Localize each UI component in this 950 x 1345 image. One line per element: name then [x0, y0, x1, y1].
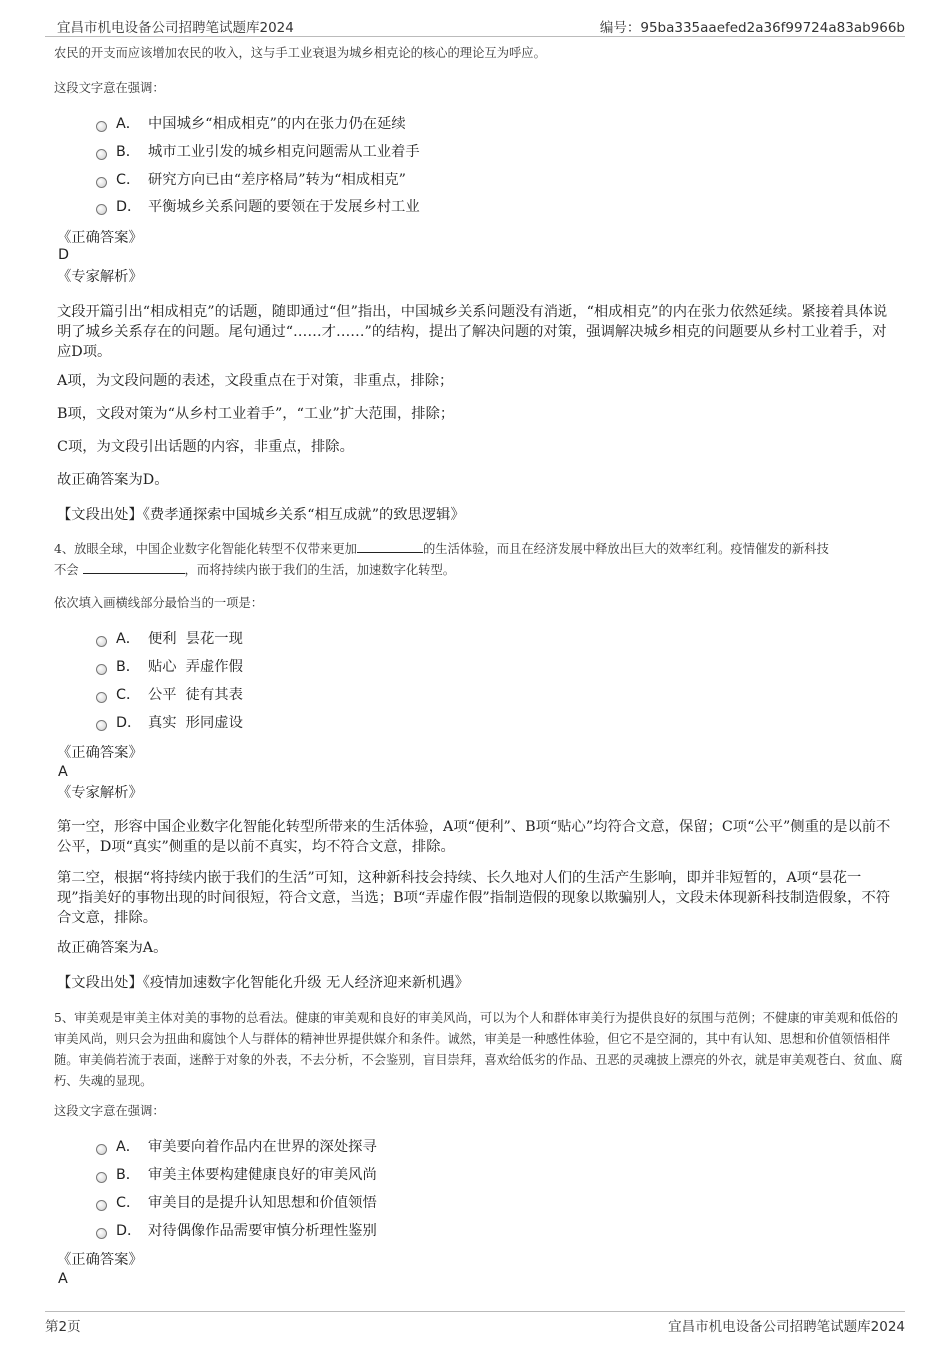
q4-option-a[interactable]: A． 便利 昙花一现 [96, 628, 243, 650]
radio-icon[interactable] [96, 149, 107, 160]
q4-option-c[interactable]: C． 公平 徒有其表 [96, 684, 243, 706]
q4-prompt: 依次填入画横线部分最恰当的一项是： [54, 596, 264, 610]
q5-answer-label: 《正确答案》 [57, 1252, 143, 1268]
q4-conclusion: 故正确答案为A。 [57, 940, 168, 956]
q3-prompt: 这段文字意在强调： [54, 81, 165, 95]
q4-analysis-label: 《专家解析》 [57, 785, 143, 801]
page-footer [45, 1311, 905, 1336]
q4-stem: 4、放眼全球，中国企业数字化智能化转型不仅带来更加 的生活体验，而且在经济发展中释放出巨大的效率红利。疫情催发的新科技 不会 ，而将持续内嵌于我们的生活，加速数字化转型。 [54, 542, 829, 577]
q5-option-d[interactable]: D． 对待偶像作品需要审慎分析理性鉴别 [96, 1220, 377, 1242]
q3-analysis-c: C项，为文段引出话题的内容，非重点，排除。 [57, 439, 354, 455]
q3-stem-tail: 农民的开支而应该增加农民的收入，这与手工业衰退为城乡相克论的核心的理论互为呼应。 [54, 46, 546, 60]
header-title: 宜昌市机电设备公司招聘笔试题库2024 [57, 20, 294, 36]
q3-conclusion: 故正确答案为D。 [57, 472, 169, 488]
fill-blank [357, 540, 423, 553]
q3-answer: D [58, 247, 70, 263]
radio-icon[interactable] [96, 1172, 107, 1183]
q3-analysis-main: 文段开篇引出“相成相克”的话题，随即通过“但”指出，中国城乡关系问题没有消逝，“相成相克”的内在张力依然延续。紧接着具体说明了城乡关系存在的问题。尾句通过“……才……”的结构，提出了解决问题的对策，强调解决城乡相克的问题要从乡村工业着手，对应D项。 [57, 304, 888, 360]
header-doc-id: 编号：95ba335aaefed2a36f99724a83ab966b [599, 20, 905, 36]
q4-source: 【文段出处】《疫情加速数字化智能化升级 无人经济迎来新机遇》 [57, 975, 470, 991]
radio-icon[interactable] [96, 1200, 107, 1211]
radio-icon[interactable] [96, 636, 107, 647]
radio-icon[interactable] [96, 692, 107, 703]
q3-source: 【文段出处】《费孝通探索中国城乡关系“相互成就”的致思逻辑》 [57, 507, 465, 523]
q5-prompt: 这段文字意在强调： [54, 1104, 165, 1118]
radio-icon[interactable] [96, 1144, 107, 1155]
radio-icon[interactable] [96, 664, 107, 675]
fill-blank [83, 561, 185, 574]
q3-option-a[interactable]: A． 中国城乡“相成相克”的内在张力仍在延续 [96, 113, 406, 135]
radio-icon[interactable] [96, 121, 107, 132]
q5-option-b[interactable]: B． 审美主体要构建健康良好的审美风尚 [96, 1164, 377, 1186]
q3-answer-label: 《正确答案》 [57, 230, 143, 246]
q4-option-d[interactable]: D． 真实 形同虚设 [96, 712, 243, 734]
page-number: 第2页 [45, 1319, 81, 1335]
q5-option-a[interactable]: A． 审美要向着作品内在世界的深处探寻 [96, 1136, 377, 1158]
radio-icon[interactable] [96, 177, 107, 188]
q3-analysis-a: A项，为文段问题的表述，文段重点在于对策，非重点，排除； [57, 373, 454, 389]
q3-option-d[interactable]: D． 平衡城乡关系问题的要领在于发展乡村工业 [96, 196, 420, 218]
q4-answer-label: 《正确答案》 [57, 745, 143, 761]
q4-analysis-second: 第二空，根据“将持续内嵌于我们的生活”可知，这种新科技会持续、长久地对人们的生活产生影响，即并非短暂的，A项“昙花一现”指美好的事物出现的时间很短，符合文意，当选；B项“弄虚作假”指制造假的现象以欺骗别人，文段未体现新科技制造假象，不符合文意，排除。 [57, 870, 891, 926]
q5-stem: 5、审美观是审美主体对美的事物的总看法。健康的审美观和良好的审美风尚，可以为个人和群体审美行为提供良好的氛围与范例；不健康的审美观和低俗的审美风尚，则只会为扭曲和腐蚀个人与群体的精神世界提供媒介和条件。诚然，审美是一种感性体验，但它不是空洞的，其中有认知、思想和价值领悟相伴随。审美倘若流于表面，迷醉于对象的外表，不去分析，不会鉴别，盲目崇拜，喜欢给低劣的作品、丑恶的灵魂披上漂亮的外衣，就是审美观苍白、贫血、腐朽、失魂的显现。 [54, 1011, 903, 1088]
q3-option-c[interactable]: C． 研究方向已由“差序格局”转为“相成相克” [96, 169, 406, 191]
q3-analysis-label: 《专家解析》 [57, 269, 143, 285]
q5-option-c[interactable]: C． 审美目的是提升认知思想和价值领悟 [96, 1192, 377, 1214]
radio-icon[interactable] [96, 720, 107, 731]
q4-answer: A [58, 764, 68, 780]
footer-title: 宜昌市机电设备公司招聘笔试题库2024 [668, 1319, 905, 1335]
q4-option-b[interactable]: B． 贴心 弄虚作假 [96, 656, 243, 678]
q4-analysis-first: 第一空，形容中国企业数字化智能化转型所带来的生活体验，A项“便利”、B项“贴心”均符合文意，保留；C项“公平”侧重的是以前不公平，D项“真实”侧重的是以前不真实，均不符合文意，排除。 [57, 819, 891, 855]
q3-analysis-b: B项，文段对策为“从乡村工业着手”，“工业”扩大范围，排除； [57, 406, 455, 422]
radio-icon[interactable] [96, 1228, 107, 1239]
q3-option-b[interactable]: B． 城市工业引发的城乡相克问题需从工业着手 [96, 141, 420, 163]
q5-answer: A [58, 1271, 68, 1287]
radio-icon[interactable] [96, 204, 107, 215]
